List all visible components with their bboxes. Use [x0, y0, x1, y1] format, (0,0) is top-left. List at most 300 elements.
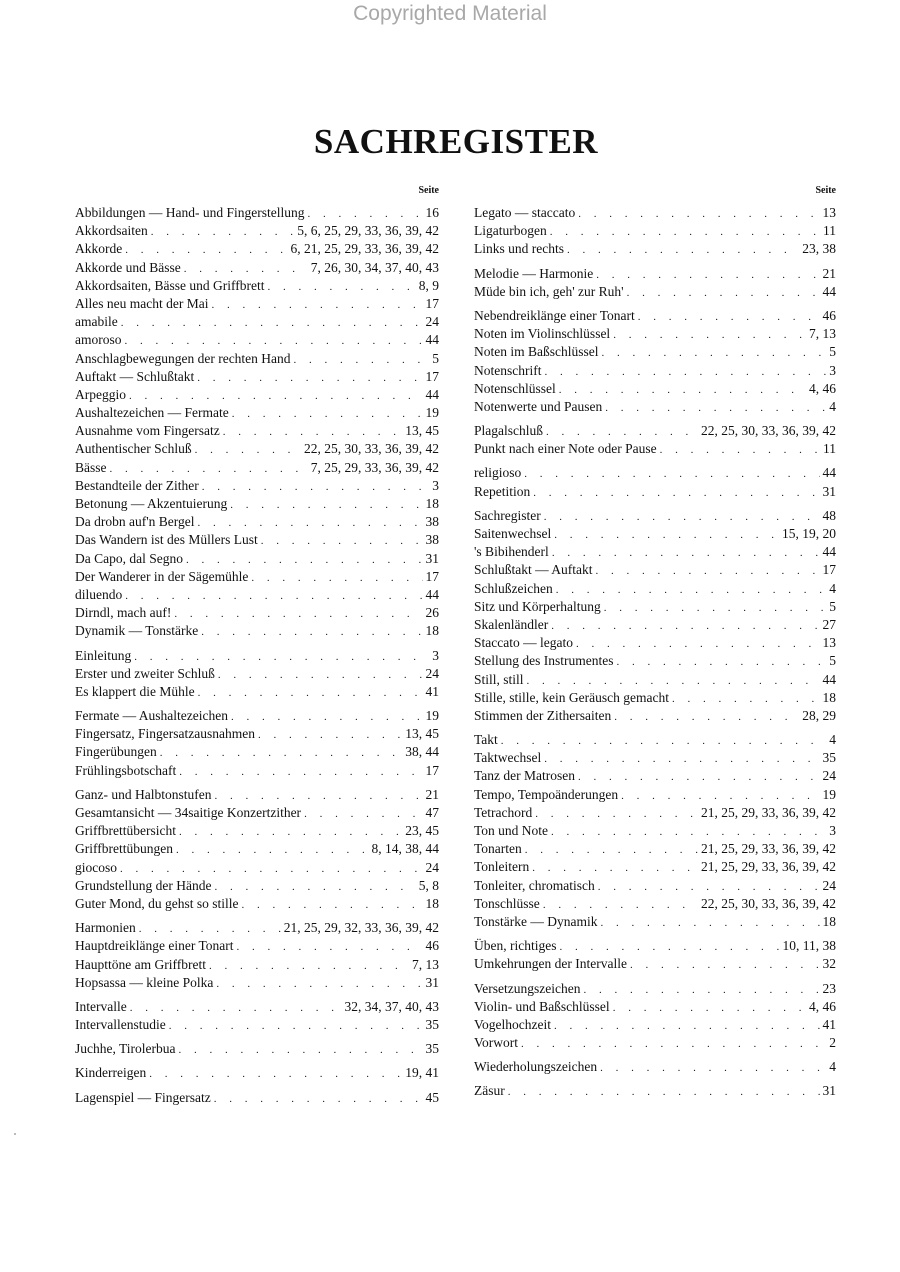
index-term: Schlußzeichen: [474, 580, 553, 596]
index-term: Lagenspiel — Fingersatz: [75, 1089, 211, 1105]
dot-leader: [209, 957, 409, 975]
index-term: Sachregister: [474, 507, 541, 523]
index-entry: [75, 386, 439, 404]
index-term: Hauptdreiklänge einer Tonart: [75, 938, 234, 954]
dot-leader: [583, 981, 819, 999]
index-entry: [474, 362, 836, 380]
index-term: Anschlagbewegungen der rechten Hand: [75, 350, 291, 366]
dot-leader: [304, 805, 422, 823]
dot-leader: [533, 484, 819, 502]
index-term: Juchhe, Tirolerbua: [75, 1041, 176, 1057]
index-pages: 7, 13: [809, 326, 836, 342]
index-term: Akkordsaiten, Bässe und Griffbrett: [75, 277, 265, 293]
dot-leader: [551, 617, 819, 635]
dot-leader: [125, 332, 423, 350]
index-entry: [75, 895, 439, 913]
dot-leader: [251, 569, 422, 587]
index-entry: [75, 350, 439, 368]
index-term: Da drobn auf'n Bergel: [75, 514, 195, 530]
index-term: religioso: [474, 465, 522, 481]
index-pages: 31: [425, 974, 439, 990]
index-term: Links und rechts: [474, 241, 564, 257]
index-pages: 7, 26, 30, 34, 37, 40, 43: [310, 259, 439, 275]
index-pages: 46: [822, 307, 836, 323]
index-pages: 35: [425, 1041, 439, 1057]
index-pages: 24: [822, 877, 836, 893]
dot-leader: [613, 326, 806, 344]
index-pages: 32, 34, 37, 40, 43: [344, 998, 439, 1014]
index-pages: 46: [425, 938, 439, 954]
index-entry: [75, 550, 439, 568]
index-entry: [474, 283, 836, 301]
dot-leader: [600, 1059, 826, 1077]
dot-leader: [242, 896, 423, 914]
dot-leader: [198, 514, 423, 532]
dot-leader: [638, 308, 820, 326]
dot-leader: [261, 532, 423, 550]
index-pages: 44: [822, 283, 836, 299]
index-pages: 24: [425, 665, 439, 681]
dot-leader: [544, 363, 826, 381]
dot-leader: [218, 666, 423, 684]
scan-mark: [14, 1133, 16, 1135]
index-entry: [75, 665, 439, 683]
dot-leader: [524, 465, 819, 483]
index-pages: 18: [822, 913, 836, 929]
index-term: Grundstellung der Hände: [75, 877, 212, 893]
dot-leader: [546, 423, 698, 441]
index-term: Akkorde: [75, 241, 123, 257]
dot-leader: [121, 314, 423, 332]
index-term: Skalenländler: [474, 616, 549, 632]
index-term: Legato — staccato: [474, 205, 576, 220]
index-pages: 22, 25, 30, 33, 36, 39, 42: [701, 895, 836, 911]
index-pages: 7, 13: [412, 956, 439, 972]
index-entry: [474, 980, 836, 998]
index-pages: 8, 14, 38, 44: [371, 841, 439, 857]
index-entry: [474, 507, 836, 525]
index-entry: [474, 307, 836, 325]
index-entry: [75, 622, 439, 640]
index-term: Saitenwechsel: [474, 526, 552, 541]
index-term: Tonleiter, chromatisch: [474, 877, 595, 893]
index-pages: 4, 46: [809, 998, 836, 1014]
index-term: Fingerübungen: [75, 744, 157, 760]
dot-leader: [258, 726, 402, 744]
index-term: Der Wanderer in der Sägemühle: [75, 568, 249, 584]
index-term: Das Wandern ist des Müllers Lust: [75, 532, 258, 548]
index-pages: 5: [829, 598, 836, 614]
index-term: amoroso: [75, 332, 122, 348]
index-entry: [474, 1034, 836, 1052]
dot-leader: [613, 999, 806, 1017]
index-entry: [75, 707, 439, 725]
index-term: Griffbrettübungen: [75, 841, 173, 857]
index-entry: [75, 859, 439, 877]
dot-leader: [535, 805, 698, 823]
index-entry: [474, 265, 836, 283]
index-pages: 2: [829, 1035, 836, 1051]
dot-leader: [179, 763, 422, 781]
index-term: Tonstärke — Dynamik: [474, 913, 598, 929]
index-entry: [474, 380, 836, 398]
index-term: Aushaltezeichen — Fermate: [75, 405, 229, 421]
index-entry: [75, 313, 439, 331]
index-entry: [75, 495, 439, 513]
dot-leader: [174, 605, 422, 623]
index-term: Haupttöne am Griffbrett: [75, 956, 206, 972]
dot-leader: [596, 266, 819, 284]
index-pages: 23, 45: [405, 823, 439, 839]
index-entry: [474, 525, 836, 543]
index-entry: [474, 786, 836, 804]
index-term: Erster und zweiter Schluß: [75, 665, 215, 681]
index-pages: 35: [822, 750, 836, 766]
index-entry: [75, 725, 439, 743]
index-pages: 13, 45: [405, 423, 439, 439]
index-pages: 17: [425, 568, 439, 584]
dot-leader: [125, 587, 422, 605]
dot-leader: [544, 508, 820, 526]
dot-leader: [576, 635, 820, 653]
index-pages: 41: [822, 1016, 836, 1032]
index-list-left: [75, 204, 439, 1107]
dot-leader: [232, 405, 423, 423]
dot-leader: [630, 956, 820, 974]
index-term: Tetrachord: [474, 804, 533, 820]
index-pages: 5: [829, 653, 836, 669]
index-term: Wiederholungszeichen: [474, 1059, 598, 1075]
index-entry: [75, 1064, 439, 1082]
index-pages: 18: [425, 496, 439, 511]
index-pages: 3: [432, 647, 439, 663]
index-pages: 21: [425, 786, 439, 802]
index-pages: 28, 29: [802, 707, 836, 723]
index-pages: 13: [822, 635, 836, 651]
index-entry: [75, 404, 439, 422]
index-term: Plagalschluß: [474, 423, 543, 439]
index-pages: 35: [425, 1017, 439, 1033]
dot-leader: [214, 1090, 423, 1108]
dot-leader: [660, 441, 820, 459]
index-term: Tonarten: [474, 841, 522, 857]
index-entry: [75, 295, 439, 313]
index-pages: 23, 38: [802, 241, 836, 257]
index-term: Punkt nach einer Note oder Pause: [474, 441, 657, 457]
index-pages: 10, 11, 38: [782, 938, 836, 954]
index-term: 's Bibihenderl: [474, 544, 549, 560]
index-entry: [474, 561, 836, 579]
index-column-left: [75, 184, 439, 1107]
index-pages: 5: [432, 350, 439, 366]
index-entry: [75, 974, 439, 992]
index-pages: 31: [425, 550, 439, 566]
index-pages: 11: [823, 223, 836, 239]
index-term: Authentischer Schluß: [75, 441, 192, 457]
index-entry: [75, 840, 439, 858]
index-term: Bässe: [75, 459, 107, 475]
index-entry: [474, 937, 836, 955]
index-pages: 4: [829, 1059, 836, 1075]
index-term: Violin- und Baßschlüssel: [474, 998, 610, 1014]
dot-leader: [598, 878, 820, 896]
index-entry: [75, 259, 439, 277]
index-pages: 4: [829, 580, 836, 596]
index-term: Vogelhochzeit: [474, 1016, 551, 1032]
dot-leader: [550, 223, 820, 241]
index-entry: [75, 956, 439, 974]
index-term: Stellung des Instrumentes: [474, 653, 614, 669]
index-pages: 11: [823, 441, 836, 457]
index-entry: [474, 483, 836, 501]
index-term: Notenschrift: [474, 362, 542, 378]
index-pages: 27: [822, 616, 836, 632]
index-term: Akkordsaiten: [75, 223, 148, 239]
dot-leader: [508, 1083, 820, 1101]
dot-leader: [307, 205, 422, 223]
index-term: Griffbrettübersicht: [75, 823, 176, 839]
index-entry: [474, 895, 836, 913]
index-pages: 21, 25, 29, 33, 36, 39, 42: [701, 804, 836, 820]
dot-leader: [602, 344, 827, 362]
dot-leader: [532, 859, 698, 877]
index-entry: [474, 767, 836, 785]
index-pages: 19: [822, 786, 836, 802]
index-term: Kinderreigen: [75, 1065, 147, 1081]
index-term: Schlußtakt — Auftakt: [474, 562, 593, 578]
dot-leader: [554, 526, 779, 544]
dot-leader: [110, 460, 308, 478]
index-pages: 24: [425, 314, 439, 330]
index-pages: 38: [425, 514, 439, 530]
dot-leader: [627, 284, 820, 302]
index-entry: [474, 731, 836, 749]
index-term: Tanz der Matrosen: [474, 768, 576, 784]
index-entry: [474, 913, 836, 931]
dot-leader: [130, 999, 342, 1017]
dot-leader: [151, 223, 295, 241]
index-entry: [474, 955, 836, 973]
index-pages: 17: [425, 368, 439, 384]
index-pages: 19, 41: [405, 1065, 439, 1081]
index-term: Dirndl, mach auf!: [75, 605, 172, 621]
index-term: Still, still: [474, 671, 524, 687]
index-pages: 32: [822, 956, 836, 972]
index-pages: 16: [425, 205, 439, 220]
copyright-watermark: Copyrighted Material: [353, 2, 547, 25]
index-term: Umkehrungen der Intervalle: [474, 956, 627, 972]
index-entry: [474, 598, 836, 616]
index-entry: [474, 749, 836, 767]
index-entry: [75, 240, 439, 258]
index-pages: 13, 45: [405, 726, 439, 742]
index-term: Betonung — Akzentuierung: [75, 496, 228, 511]
index-term: amabile: [75, 314, 118, 330]
index-pages: 47: [425, 805, 439, 820]
dot-leader: [605, 399, 826, 417]
index-pages: 44: [425, 332, 439, 348]
index-term: Akkorde und Bässe: [75, 259, 181, 275]
index-pages: 24: [822, 768, 836, 784]
index-entry: [474, 580, 836, 598]
index-term: Nebendreiklänge einer Tonart: [474, 307, 635, 323]
index-pages: 48: [822, 507, 836, 523]
dot-leader: [554, 1017, 820, 1035]
dot-leader: [195, 441, 301, 459]
dot-leader: [216, 975, 422, 993]
dot-leader: [616, 653, 826, 671]
dot-leader: [521, 1035, 826, 1053]
dot-leader: [267, 278, 415, 296]
dot-leader: [672, 690, 820, 708]
index-entry: [474, 804, 836, 822]
index-term: Arpeggio: [75, 386, 126, 402]
index-term: Stimmen der Zithersaiten: [474, 707, 612, 723]
dot-leader: [202, 478, 430, 496]
dot-leader: [237, 938, 423, 956]
index-entry: [75, 998, 439, 1016]
index-entry: [474, 1082, 836, 1100]
index-pages: 38, 44: [405, 744, 439, 760]
index-pages: 4: [829, 732, 836, 748]
index-term: Ligaturbogen: [474, 223, 547, 239]
dot-leader: [186, 551, 423, 569]
dot-leader: [214, 878, 415, 896]
index-term: Fingersatz, Fingersatzausnahmen: [75, 726, 255, 742]
index-term: Noten im Baßschlüssel: [474, 344, 599, 360]
dot-leader: [230, 496, 422, 514]
index-entry: [75, 277, 439, 295]
index-pages: 15, 19, 20: [782, 526, 836, 541]
dot-leader: [211, 296, 422, 314]
index-term: Notenwerte und Pausen: [474, 398, 603, 414]
index-term: Ton und Note: [474, 823, 549, 838]
index-entry: [75, 877, 439, 895]
seite-label-left: Seite: [418, 185, 439, 196]
index-entry: [75, 331, 439, 349]
index-pages: 22, 25, 30, 33, 36, 39, 42: [701, 423, 836, 439]
dot-leader: [198, 684, 423, 702]
index-term: Tonschlüsse: [474, 895, 540, 911]
index-term: Takt: [474, 732, 498, 748]
dot-leader: [525, 841, 698, 859]
index-entry: [75, 477, 439, 495]
index-entry: [75, 204, 439, 222]
index-entry: [474, 222, 836, 240]
index-term: Dynamik — Tonstärke: [75, 623, 199, 639]
index-pages: 3: [432, 477, 439, 493]
index-pages: 26: [425, 605, 439, 621]
dot-leader: [552, 544, 820, 562]
index-entry: [75, 647, 439, 665]
index-pages: 31: [822, 1083, 836, 1099]
index-pages: 6, 21, 25, 29, 33, 36, 39, 42: [290, 241, 439, 257]
index-pages: 44: [822, 465, 836, 481]
dot-leader: [551, 823, 826, 841]
dot-leader: [129, 387, 423, 405]
index-entry: [474, 1016, 836, 1034]
index-entry: [474, 877, 836, 895]
index-pages: 13: [822, 205, 836, 220]
index-entry: [75, 459, 439, 477]
dot-leader: [559, 381, 806, 399]
index-entry: [75, 368, 439, 386]
dot-leader: [544, 750, 819, 768]
dot-leader: [160, 744, 403, 762]
index-pages: 4: [829, 398, 836, 414]
index-term: Müde bin ich, geh' zur Ruh': [474, 283, 624, 299]
index-entry: [474, 998, 836, 1016]
index-term: Intervallenstudie: [75, 1017, 166, 1033]
index-term: Notenschlüssel: [474, 380, 556, 396]
index-entry: [75, 804, 439, 822]
index-term: diluendo: [75, 586, 123, 602]
index-entry: [474, 858, 836, 876]
dot-leader: [604, 599, 827, 617]
dot-leader: [596, 562, 820, 580]
index-entry: [75, 743, 439, 761]
index-pages: 21, 25, 29, 33, 36, 39, 42: [701, 859, 836, 875]
index-entry: [75, 1016, 439, 1034]
index-entry: [75, 568, 439, 586]
dot-leader: [214, 787, 422, 805]
index-entry: [474, 204, 836, 222]
dot-leader: [578, 205, 819, 223]
index-pages: 44: [425, 386, 439, 402]
index-term: Fermate — Aushaltezeichen: [75, 708, 228, 724]
index-term: Tonleitern: [474, 859, 530, 875]
index-pages: 18: [425, 895, 439, 911]
index-term: Üben, richtiges: [474, 938, 557, 954]
index-entry: [75, 422, 439, 440]
dot-leader: [134, 648, 429, 666]
index-pages: 24: [425, 859, 439, 875]
index-term: Guter Mond, du gehst so stille: [75, 895, 239, 911]
index-entry: [75, 937, 439, 955]
index-entry: [75, 762, 439, 780]
index-pages: 17: [822, 562, 836, 578]
index-entry: [75, 1040, 439, 1058]
index-term: giocoso: [75, 859, 117, 875]
index-entry: [474, 671, 836, 689]
index-pages: 17: [425, 295, 439, 311]
index-entry: [474, 822, 836, 840]
index-entry: [474, 464, 836, 482]
index-term: Tempo, Tempoänderungen: [474, 786, 619, 802]
index-pages: 23: [822, 980, 836, 996]
index-pages: 41: [425, 683, 439, 699]
index-entry: [75, 222, 439, 240]
index-term: Intervalle: [75, 998, 127, 1014]
index-entry: [474, 707, 836, 725]
index-term: Hopsassa — kleine Polka: [75, 974, 214, 990]
dot-leader: [179, 823, 402, 841]
index-entry: [75, 531, 439, 549]
dot-leader: [179, 1041, 423, 1059]
index-term: Repetition: [474, 483, 531, 499]
index-term: Taktwechsel: [474, 750, 542, 766]
index-pages: 44: [822, 671, 836, 687]
index-pages: 17: [425, 762, 439, 778]
dot-leader: [601, 914, 820, 932]
index-entry: [474, 422, 836, 440]
dot-leader: [149, 1065, 402, 1083]
index-term: Abbildungen — Hand- und Fingerstellung: [75, 205, 305, 220]
dot-leader: [139, 920, 281, 938]
dot-leader: [169, 1017, 423, 1035]
index-entry: [474, 634, 836, 652]
index-pages: 21, 25, 29, 32, 33, 36, 39, 42: [283, 920, 439, 936]
